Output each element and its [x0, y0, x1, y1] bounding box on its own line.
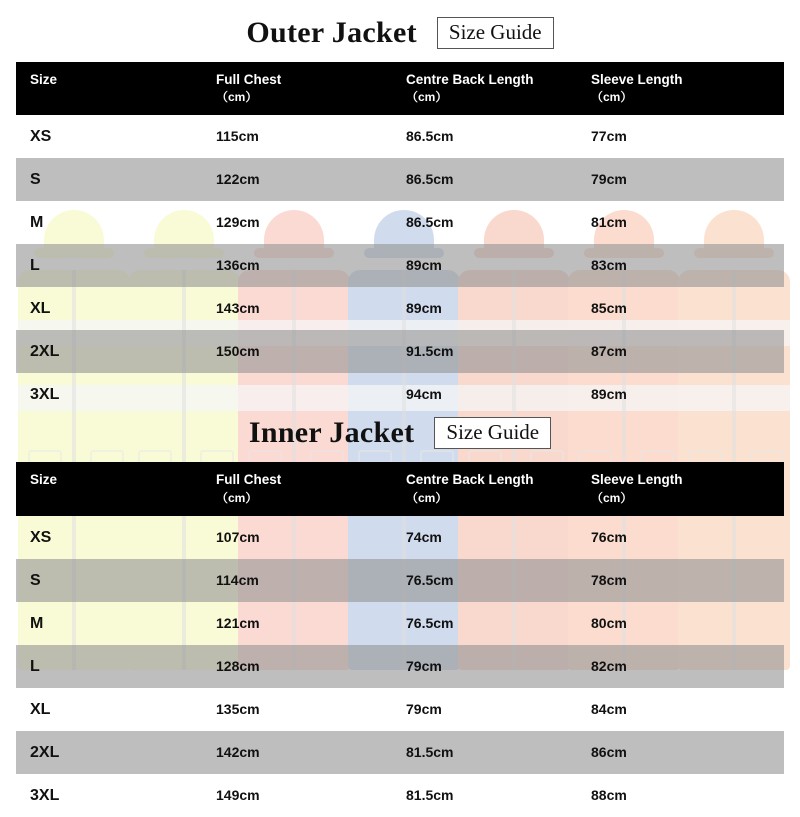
table-row — [16, 287, 784, 330]
cell-centre-back-length: 86.5cm — [392, 158, 577, 201]
cell-centre-back-length: 79cm — [406, 700, 442, 717]
cell-size: L — [16, 244, 202, 287]
cell-full-chest: 129cm — [216, 214, 260, 231]
cell-full-chest: 107cm — [216, 528, 260, 545]
cell-full-chest — [202, 373, 392, 416]
size-guide-badge-inner: Size Guide — [434, 417, 551, 449]
cell-full-chest: 114cm — [202, 559, 392, 602]
table-header-row — [16, 62, 784, 115]
outer-jacket-size-table — [16, 62, 784, 416]
cell-sleeve-length: 82cm — [577, 645, 784, 688]
cell-full-chest: 150cm — [202, 330, 392, 373]
column-header-label: Centre Back Length — [406, 472, 534, 488]
column-header-label: Centre Back Length — [406, 72, 534, 87]
column-header-label: Full Chest — [216, 472, 282, 488]
page-title-outer: Outer Jacket — [246, 16, 417, 49]
cell-centre-back-length: 76.5cm — [392, 559, 577, 602]
cell-full-chest: 122cm — [202, 158, 392, 201]
cell-full-chest: 143cm — [216, 300, 260, 317]
cell-sleeve-length: 87cm — [577, 330, 784, 373]
column-header-label: Size — [30, 472, 58, 488]
page-title-inner: Inner Jacket — [248, 416, 415, 450]
cell-sleeve-length: 79cm — [577, 158, 784, 201]
table-row — [16, 115, 784, 158]
cell-centre-back-length: 81.5cm — [392, 731, 577, 774]
cell-size: XL — [30, 300, 51, 318]
cell-sleeve-length: 86cm — [577, 731, 784, 774]
cell-sleeve-length: 76cm — [591, 528, 627, 545]
cell-full-chest: 121cm — [216, 614, 260, 631]
cell-centre-back-length: 89cm — [406, 300, 442, 317]
cell-centre-back-length: 76.5cm — [406, 614, 454, 631]
cell-sleeve-length: 78cm — [577, 559, 784, 602]
column-header-unit: （cm） — [406, 490, 448, 505]
cell-sleeve-length: 85cm — [591, 300, 627, 317]
column-header-full-chest — [202, 62, 392, 115]
cell-centre-back-length: 86.5cm — [406, 214, 454, 231]
title-table-spacer-outer — [0, 50, 800, 62]
cell-centre-back-length: 81.5cm — [406, 786, 454, 803]
cell-full-chest: 136cm — [202, 244, 392, 287]
table-row — [16, 244, 784, 287]
column-header-unit: （cm） — [216, 490, 258, 505]
table-row — [16, 602, 784, 645]
column-header-unit: （cm） — [216, 90, 258, 105]
cell-sleeve-length: 81cm — [591, 214, 627, 231]
cell-size: M — [30, 614, 44, 632]
table-row — [16, 330, 784, 373]
table-row — [16, 516, 784, 559]
cell-sleeve-length: 89cm — [591, 386, 627, 403]
inner-jacket-table-body — [16, 516, 784, 817]
cell-full-chest: 128cm — [202, 645, 392, 688]
cell-full-chest: 142cm — [202, 731, 392, 774]
table-header-row — [16, 462, 784, 515]
cell-size: S — [16, 158, 202, 201]
table-row — [16, 559, 784, 602]
cell-size: XS — [30, 528, 52, 546]
cell-size: XL — [30, 700, 51, 718]
cell-size: 3XL — [30, 786, 60, 804]
outer-jacket-table-body — [16, 115, 784, 416]
column-header-centre-back-length — [392, 62, 577, 115]
table-row — [16, 158, 784, 201]
cell-size: XS — [30, 128, 52, 146]
cell-sleeve-length: 83cm — [577, 244, 784, 287]
table-row — [16, 731, 784, 774]
cell-size: M — [30, 214, 44, 232]
column-header-unit: （cm） — [406, 90, 448, 105]
column-header-size — [16, 462, 202, 515]
cell-sleeve-length: 80cm — [591, 614, 627, 631]
cell-size: L — [16, 645, 202, 688]
column-header-unit: （cm） — [591, 490, 633, 505]
column-header-sleeve-length — [577, 62, 784, 115]
cell-centre-back-length: 86.5cm — [406, 128, 454, 145]
inner-jacket-title-row — [0, 416, 800, 450]
table-row — [16, 774, 784, 817]
cell-centre-back-length: 79cm — [392, 645, 577, 688]
column-header-label: Sleeve Length — [591, 472, 683, 488]
column-header-label: Full Chest — [216, 72, 282, 87]
size-guide-badge-outer: Size Guide — [437, 17, 554, 49]
cell-sleeve-length: 77cm — [591, 128, 627, 145]
cell-sleeve-length: 84cm — [591, 700, 627, 717]
cell-size: 2XL — [16, 330, 202, 373]
table-row — [16, 688, 784, 731]
column-header-label: Sleeve Length — [591, 72, 683, 87]
cell-full-chest: 135cm — [216, 700, 260, 717]
column-header-full-chest — [202, 462, 392, 515]
cell-full-chest: 115cm — [216, 128, 259, 145]
cell-size: S — [16, 559, 202, 602]
column-header-label: Size — [30, 72, 58, 87]
cell-centre-back-length: 91.5cm — [392, 330, 577, 373]
cell-centre-back-length: 74cm — [406, 528, 442, 545]
cell-centre-back-length: 89cm — [392, 244, 577, 287]
top-spacer — [0, 0, 800, 16]
table-row — [16, 201, 784, 244]
column-header-sleeve-length — [577, 462, 784, 515]
inner-jacket-size-table — [16, 462, 784, 816]
table-row — [16, 373, 784, 416]
column-header-size — [16, 62, 202, 115]
cell-size: 3XL — [30, 386, 60, 404]
outer-jacket-title-row — [0, 16, 800, 50]
cell-size: 2XL — [16, 731, 202, 774]
column-header-centre-back-length — [392, 462, 577, 515]
cell-sleeve-length: 88cm — [591, 786, 627, 803]
cell-centre-back-length: 94cm — [406, 386, 442, 403]
cell-full-chest: 149cm — [216, 786, 260, 803]
column-header-unit: （cm） — [591, 90, 633, 105]
table-row — [16, 645, 784, 688]
